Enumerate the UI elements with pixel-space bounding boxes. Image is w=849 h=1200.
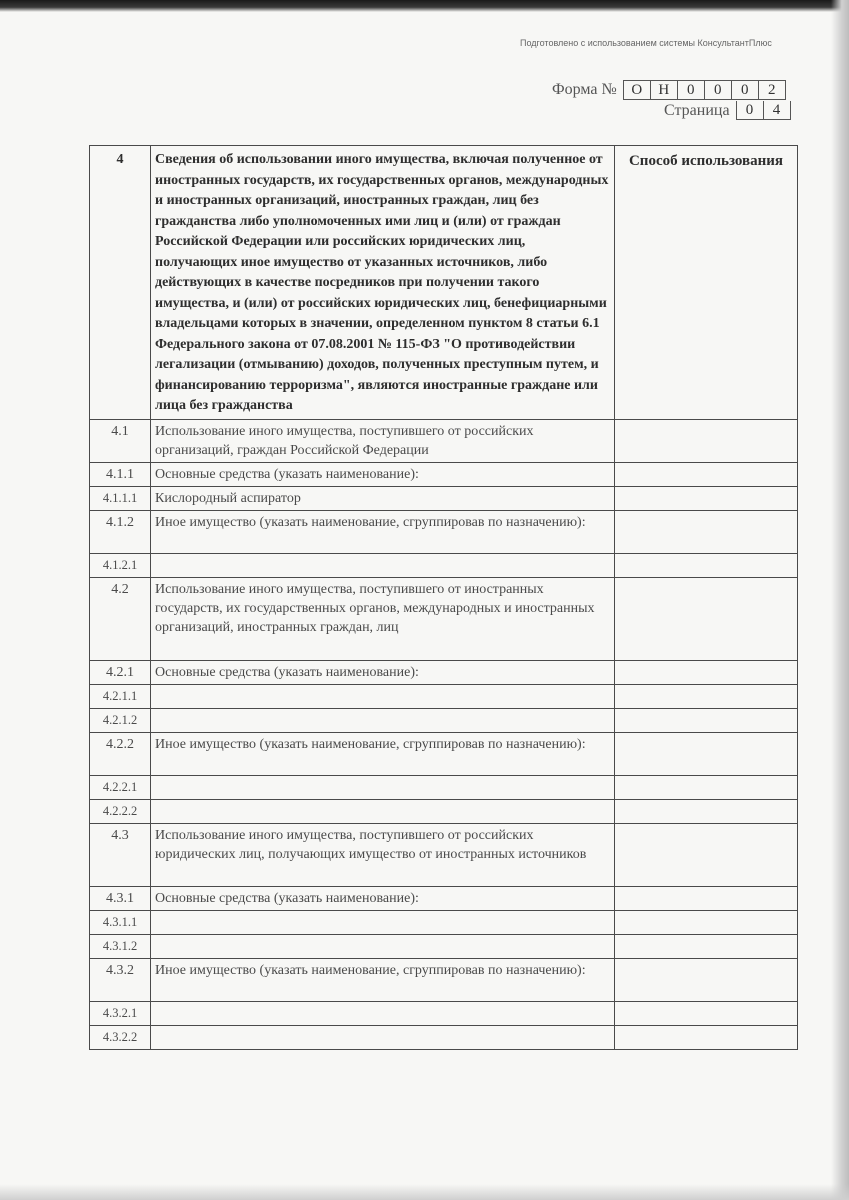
row-number: 4.3 <box>90 823 151 886</box>
row-description: Иное имущество (указать наименование, сгруппировав по назначению): <box>151 732 615 775</box>
row-method <box>615 910 798 934</box>
row-number: 4.1.2.1 <box>90 553 151 577</box>
row-number: 4.2.2.1 <box>90 775 151 799</box>
header-number: 4 <box>90 146 151 420</box>
row-method <box>615 577 798 660</box>
row-number: 4.3.1.2 <box>90 934 151 958</box>
row-description <box>151 684 615 708</box>
table-row <box>90 462 798 486</box>
table-row <box>90 1001 798 1025</box>
form-number-label: Форма № <box>552 81 617 98</box>
table-row <box>90 708 798 732</box>
table-row <box>90 1025 798 1049</box>
row-description <box>151 934 615 958</box>
row-method <box>615 799 798 823</box>
row-description: Использование иного имущества, поступившего от иностранных государств, их государственных органов, международных и иностранных организаций, иностранных граждан, лиц <box>151 577 615 660</box>
row-description: Основные средства (указать наименование): <box>151 660 615 684</box>
table-row <box>90 684 798 708</box>
table-row <box>90 886 798 910</box>
row-method <box>615 708 798 732</box>
page-number <box>664 101 791 120</box>
row-description <box>151 799 615 823</box>
row-method <box>615 684 798 708</box>
header-description: Сведения об использовании иного имущества, включая полученное от иностранных государств, их государственных органов, международных и иностранных организаций, иностранных граждан, лиц без гражданства либо уполномоченных ими лиц и (или) от граждан Российской Федерации или российских юридических лиц, получающих иное имущество от указанных источников, либо действующих в качестве посредников при получении такого имущества, и (или) от российских юридических лиц, бенефициарными владельцами которых в значении, определенном пунктом 8 статьи 6.1 Федерального закона от 07.08.2001 № 115-ФЗ "О противодействии легализации (отмыванию) доходов, полученных преступным путем, и финансированию терроризма", являются иностранные граждане или лица без гражданства <box>151 146 615 420</box>
table-row <box>90 958 798 1001</box>
row-description: Использование иного имущества, поступившего от российских организаций, граждан Российской Федерации <box>151 419 615 462</box>
table-row <box>90 419 798 462</box>
row-number: 4.2.1.1 <box>90 684 151 708</box>
row-description: Использование иного имущества, поступившего от российских юридических лиц, получающих имущество от иностранных источников <box>151 823 615 886</box>
row-number: 4.2 <box>90 577 151 660</box>
row-description <box>151 1025 615 1049</box>
row-description <box>151 1001 615 1025</box>
source-note: Подготовлено с использованием системы КонсультантПлюс <box>520 38 772 48</box>
row-method <box>615 934 798 958</box>
row-number: 4.3.2.2 <box>90 1025 151 1049</box>
form-code-box: 0 <box>731 81 758 99</box>
scan-edge-bottom <box>0 1184 849 1200</box>
row-description <box>151 553 615 577</box>
row-method <box>615 823 798 886</box>
table-header-row <box>90 146 798 420</box>
row-method <box>615 1025 798 1049</box>
form-code-box: 2 <box>758 81 785 99</box>
property-usage-table <box>89 145 798 1050</box>
row-description <box>151 910 615 934</box>
table-row <box>90 799 798 823</box>
table-row <box>90 486 798 510</box>
table-row <box>90 660 798 684</box>
row-number: 4.1.2 <box>90 510 151 553</box>
scan-edge-top <box>0 0 849 12</box>
row-number: 4.1 <box>90 419 151 462</box>
row-method <box>615 1001 798 1025</box>
row-number: 4.2.2.2 <box>90 799 151 823</box>
page-number-boxes <box>736 101 791 120</box>
row-number: 4.3.2.1 <box>90 1001 151 1025</box>
row-number: 4.2.1 <box>90 660 151 684</box>
table-row <box>90 934 798 958</box>
row-number: 4.1.1 <box>90 462 151 486</box>
row-method <box>615 886 798 910</box>
row-number: 4.3.1.1 <box>90 910 151 934</box>
table-row <box>90 823 798 886</box>
row-description <box>151 708 615 732</box>
row-method <box>615 486 798 510</box>
table-row <box>90 775 798 799</box>
row-description: Кислородный аспиратор <box>151 486 615 510</box>
page-number-box: 4 <box>763 101 790 119</box>
row-method <box>615 732 798 775</box>
form-code-box: Н <box>650 81 677 99</box>
row-method <box>615 775 798 799</box>
header-method: Способ использования <box>615 146 798 420</box>
page-number-label: Страница <box>664 101 730 119</box>
table-row <box>90 910 798 934</box>
row-number: 4.1.1.1 <box>90 486 151 510</box>
row-method <box>615 419 798 462</box>
row-method <box>615 958 798 1001</box>
table-row <box>90 577 798 660</box>
row-description: Иное имущество (указать наименование, сгруппировав по назначению): <box>151 510 615 553</box>
row-method <box>615 660 798 684</box>
row-method <box>615 462 798 486</box>
row-description: Основные средства (указать наименование): <box>151 462 615 486</box>
form-number <box>552 80 786 100</box>
row-method <box>615 510 798 553</box>
form-number-boxes <box>623 80 786 100</box>
row-description: Основные средства (указать наименование): <box>151 886 615 910</box>
table-row <box>90 510 798 553</box>
row-method <box>615 553 798 577</box>
page-number-box: 0 <box>745 102 754 118</box>
row-number: 4.3.1 <box>90 886 151 910</box>
row-number: 4.3.2 <box>90 958 151 1001</box>
form-code-box: 0 <box>704 81 731 99</box>
form-code-box: 0 <box>677 81 704 99</box>
row-description <box>151 775 615 799</box>
scan-edge-right <box>831 0 849 1200</box>
row-description: Иное имущество (указать наименование, сгруппировав по назначению): <box>151 958 615 1001</box>
table-row <box>90 553 798 577</box>
row-number: 4.2.2 <box>90 732 151 775</box>
form-code-box: О <box>631 82 643 98</box>
row-number: 4.2.1.2 <box>90 708 151 732</box>
table-row <box>90 732 798 775</box>
